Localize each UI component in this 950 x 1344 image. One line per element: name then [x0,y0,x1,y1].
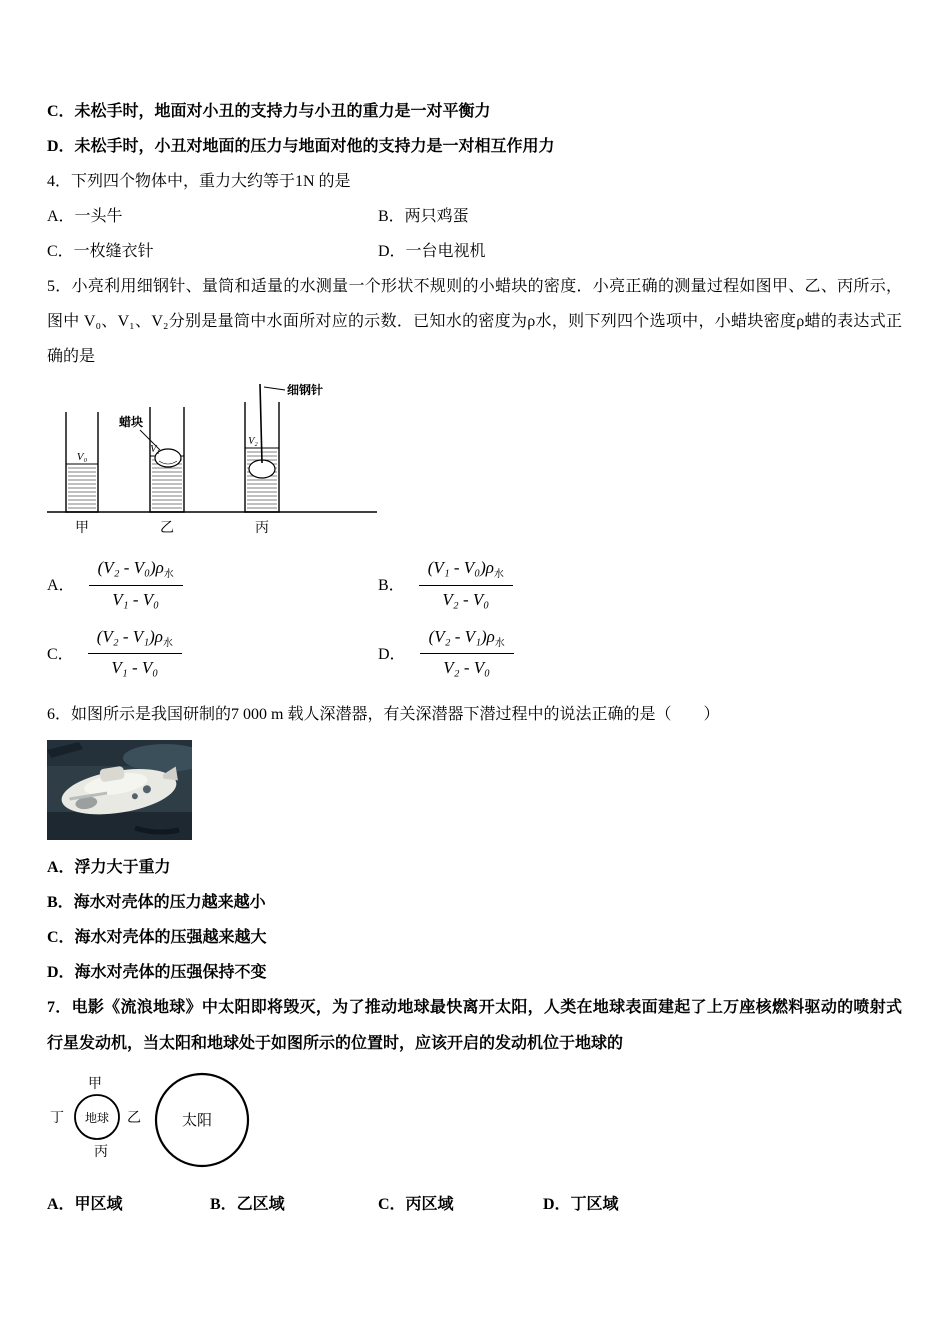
q6-stem: 6．如图所示是我国研制的7 000 m 载人深潜器，有关深潜器下潜过程中的说法正确的是（ ） [47,705,720,723]
q5-figure-cylinders [47,382,902,547]
needle-pointer-line [264,387,285,390]
q4-option-a: A．一头牛 [47,208,123,225]
rho-subscript: 水 [163,569,174,580]
q4-options-row-2 [47,234,902,269]
q5-stem: 5．小亮利用细钢针、量筒和适量的水测量一个形状不规则的小蜡块的密度．小亮正确的测量过程如图甲、乙、丙所示，图中 V₀、V₁、V₂分别是量筒中水面所对应的示数．已知水的密度为ρ水，则下列四个选项中，小蜡块密度ρ蜡的表达式正确的是 [47,278,902,365]
fraction-numerator: (V₂ - V₁)ρ [96,626,163,646]
fraction-numerator: (V₂ - V₀)ρ [97,558,164,577]
cylinder-bing [245,382,323,512]
q6-option-c: C．海水对壳体的压强越来越大 [47,928,267,946]
q6-option-d: D．海水对壳体的压强保持不变 [47,963,267,981]
q7-option-a: A．甲区域 [47,1195,123,1213]
q4-option-b: B．两只鸡蛋 [378,208,469,225]
q7-stem: 7．电影《流浪地球》中太阳即将毁灭，为了推动地球最快离开太阳，人类在地球表面建起了上万座核燃料驱动的喷射式行星发动机，当太阳和地球处于如图所示的位置时，应该开启的发动机位于地球的 [47,998,902,1052]
fraction-denominator: V₁ - V₀ [111,658,159,678]
fraction-numerator: (V₂ - V₁)ρ [428,626,495,646]
fraction-denominator: V₂ - V₀ [442,589,490,609]
fraction-numerator: (V₁ - V₀)ρ [427,558,494,577]
option-letter: C． [47,645,74,663]
rho-subscript: 水 [493,569,504,580]
fraction [89,557,183,610]
q6-option-a: A．浮力大于重力 [47,858,171,876]
q7-option-d: D．丁区域 [543,1195,619,1213]
q5-option-c [47,626,378,679]
earth-label: 地球 [84,1110,110,1125]
fraction [88,626,182,679]
q7-option-b: B．乙区域 [210,1195,285,1213]
wax-label: 蜡块 [118,415,144,429]
fraction-denominator: V₂ - V₀ [443,658,491,678]
option-letter: D． [378,645,406,663]
zone-bottom-label: 丙 [94,1144,108,1160]
option-letter: A． [47,576,75,594]
q4-options-row-1 [47,199,902,234]
q3-option-d: D．未松手时，小丑对地面的压力与地面对他的支持力是一对相互作用力 [47,138,555,155]
q6-submarine-photo [47,740,192,840]
fraction [419,557,513,610]
fraction [420,626,514,679]
steel-needle [260,384,262,463]
option-letter: B． [378,576,405,594]
q3-option-c: C．未松手时，地面对小丑的支持力与小丑的重力是一对平衡力 [47,103,491,120]
label-yi: 乙 [160,521,174,536]
needle-label: 细钢针 [287,383,324,397]
submarine-image [47,740,192,840]
q5-option-b [378,557,902,610]
q7-options [47,1187,902,1222]
zone-top-label: 甲 [88,1076,102,1092]
rho-subscript: 水 [162,637,173,649]
label-bing: 丙 [255,521,269,536]
q7-option-c: C．丙区域 [378,1195,454,1213]
zone-right-label: 乙 [127,1110,141,1126]
fraction-denominator: V₁ - V₀ [112,589,160,609]
earth-sun-figure [47,1070,317,1174]
q4-option-c: C．一枚缝衣针 [47,243,154,260]
q4-stem: 4．下列四个物体中，重力大约等于1N 的是 [47,173,351,190]
cylinder-yi [118,407,184,512]
v2-label: V₂ [248,436,258,447]
measuring-cylinders-figure [47,382,387,542]
label-jia: 甲 [75,521,89,536]
sun-label: 太阳 [181,1112,213,1129]
rho-subscript: 水 [494,637,505,649]
q4-option-d: D．一台电视机 [378,243,486,260]
q7-figure-earth-sun [47,1070,902,1179]
zone-left-label: 丁 [50,1110,64,1126]
v0-label: V₀ [76,451,88,463]
cylinder-jia [66,412,98,512]
q5-option-d [378,626,902,679]
v1-label: V₁ [150,444,160,455]
q5-options [47,557,902,679]
q6-option-b: B．海水对壳体的压力越来越小 [47,893,266,911]
q5-option-a [47,557,378,610]
